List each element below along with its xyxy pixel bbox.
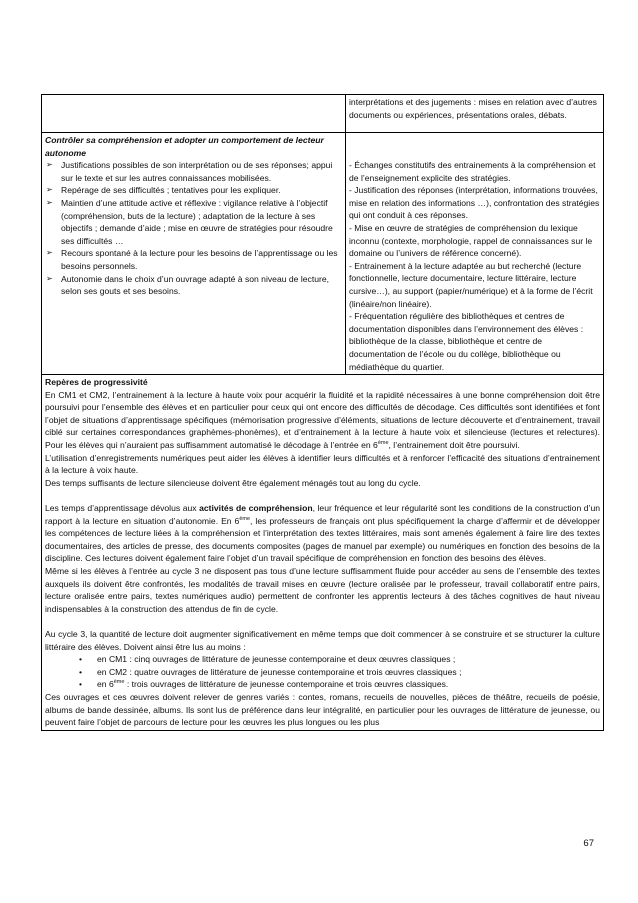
list-item: - Mise en œuvre de stratégies de compréhension du lexique inconnu (contexte, morphologie, rappel de connaissances sur le domaine ou l’univers de référence concerné). [349, 222, 593, 259]
list-item: • en CM2 : quatre ouvrages de littérature de jeunesse contemporaine et trois œuvres classiques ; [79, 666, 600, 679]
list-item: - Justification des réponses (interprétation, informations trouvées, mise en relation des informations …), confrontation des stratégies qui ont conduit à ces réponses. [349, 185, 600, 221]
list-item: ➢ Maintien d’une attitude active et réflexive : vigilance relative à l’objectif (compréhension, buts de la lecture) ; adaptation de la lecture à ses objectifs ; demande d’aide ; mise en œuvre de stratégies pour résoudre ses difficultés … [45, 197, 342, 247]
paragraph: En CM1 et CM2, l’entrainement à la lecture à haute voix pour acquérir la fluidité et la rapidité nécessaires à une bonne compréhension doit être poursuivi pour l’ensemble des élèves et en particulier pour ceux qui ont encore des difficultés de décodage. Ces difficultés sont identifiées et font l’objet de situations d’apprentissage spécifiques (mémorisation progressive d’éléments, situations de lecture découverte et d’entrainement, travail ciblé sur certaines correspondances graphèmes-phonèmes), et d’entrainement à la lecture à haute voix et silencieuse (lectures et relectures). Pour les élèves qui n’auraient pas suffisamment automatisé le décodage à l’entrée en 6ème, l’entrainement doit être poursuivi. [45, 389, 600, 451]
list-item: ➢ Autonomie dans le choix d’un ouvrage adapté à son niveau de lecture, selon ses gouts et ses besoins. [45, 273, 342, 298]
spacer [349, 134, 600, 159]
list-item: - Échanges constitutifs des entrainements à la compréhension et de l’enseignement explicite des stratégies. [349, 160, 596, 183]
empty-cell [42, 95, 346, 133]
document-page [41, 94, 601, 731]
table-cell [346, 133, 604, 375]
list-item: ➢ Repérage de ses difficultés ; tentatives pour les expliquer. [45, 184, 342, 197]
list-item: • en 6ème : trois ouvrages de littérature de jeunesse contemporaine et trois œuvres classiques. [79, 678, 600, 691]
table-row [42, 95, 604, 133]
table-row [42, 133, 604, 375]
paragraph: Ces ouvrages et ces œuvres doivent relever de genres variés : contes, romans, recueils de nouvelles, pièces de théâtre, recueils de poésie, albums de bande dessinée, albums. Ils sont lus de préférence dans leur intégralité, en particulier pour les ouvrages de littérature de jeunesse, ou peuvent faire l’objet de parcours de lecture pour les œuvres les plus longues ou les plus [45, 691, 600, 728]
paragraph: Même si les élèves à l’entrée au cycle 3 ne disposent pas tous d’une lecture suffisamment fluide pour accéder au sens de l’ensemble des textes auxquels ils doivent être confrontés, les modalités de travail mises en œuvre (lecture oralisée par le professeur, travail collaboratif entre pairs, lecture oralisée entre pairs, textes numériques audio) permettent de confronter les apprentis lecteurs à des tâches cognitives de haut niveau indispensables à la construction des attendus de fin de cycle. [45, 566, 600, 614]
table-row [42, 375, 604, 731]
table-cell [42, 133, 346, 375]
paragraph: L’utilisation d’enregistrements numériques peut aider les élèves à identifier leurs difficultés et à renforcer l’efficacité des situations d’entrainement à la lecture à voix haute. [45, 452, 600, 476]
content-table [41, 94, 604, 731]
list-item: - Fréquentation régulière des bibliothèques et centres de documentation disponibles dans l’environnement des élèves : bibliothèque de la classe, bibliothèque et centre de documentation de l’école ou du collège, bibliothèque ou médiathèque du quartier. [349, 311, 584, 372]
list-item: ➢ Justifications possibles de son interprétation ou de ses réponses; appui sur le texte et sur les autres connaissances mobilisées. [45, 159, 342, 184]
section-heading: Contrôler sa compréhension et adopter un comportement de lecteur autonome [45, 135, 324, 158]
list-item: • en CM1 : cinq ouvrages de littérature de jeunesse contemporaine et deux œuvres classiques ; [79, 653, 600, 666]
reperes-title: Repères de progressivité [45, 377, 148, 388]
paragraph: Au cycle 3, la quantité de lecture doit augmenter significativement en même temps que doit commencer à se construire et se structurer la culture littéraire des élèves. Doivent ainsi être lus au moins : [45, 628, 600, 652]
reperes-cell [42, 375, 604, 731]
cell-text: interprétations et des jugements : mises en relation avec d’autres documents ou expériences, présentations orales, débats. [349, 97, 597, 120]
list-item: - Entrainement à la lecture adaptée au but recherché (lecture fonctionnelle, lecture documentaire, lecture littéraire, lecture cursive…), au support (papier/numérique) et à la forme de l’écrit (linéaire/non linéaire). [349, 260, 593, 309]
table-cell [346, 95, 604, 133]
paragraph: Des temps suffisants de lecture silencieuse doivent être également ménagés tout au long du cycle. [45, 477, 421, 488]
paragraph: Les temps d’apprentissage dévolus aux activités de compréhension, leur fréquence et leur régularité sont les conditions de la construction d’un rapport à la lecture en situation d’autonomie. En 6ème, les professeurs de français ont plus spécifiquement la charge d’affermir et de développer les compétences de lecture liées à la compréhension et l’interprétation des textes littéraires, mais sont amenés également à faire lire des textes documentaires, des articles de presse, des documents composites (pages de manuel par exemple) ou numériques en fonction des besoins de la discipline. Ces lectures doivent également faire l’objet d’un travail spécifique de compréhension en fonction des besoins des élèves. [45, 503, 601, 564]
page-number: 67 [583, 838, 594, 849]
bullet-list [45, 159, 342, 298]
reading-list [45, 653, 600, 691]
list-item: ➢ Recours spontané à la lecture pour les besoins de l’apprentissage ou les besoins personnels. [45, 247, 342, 272]
